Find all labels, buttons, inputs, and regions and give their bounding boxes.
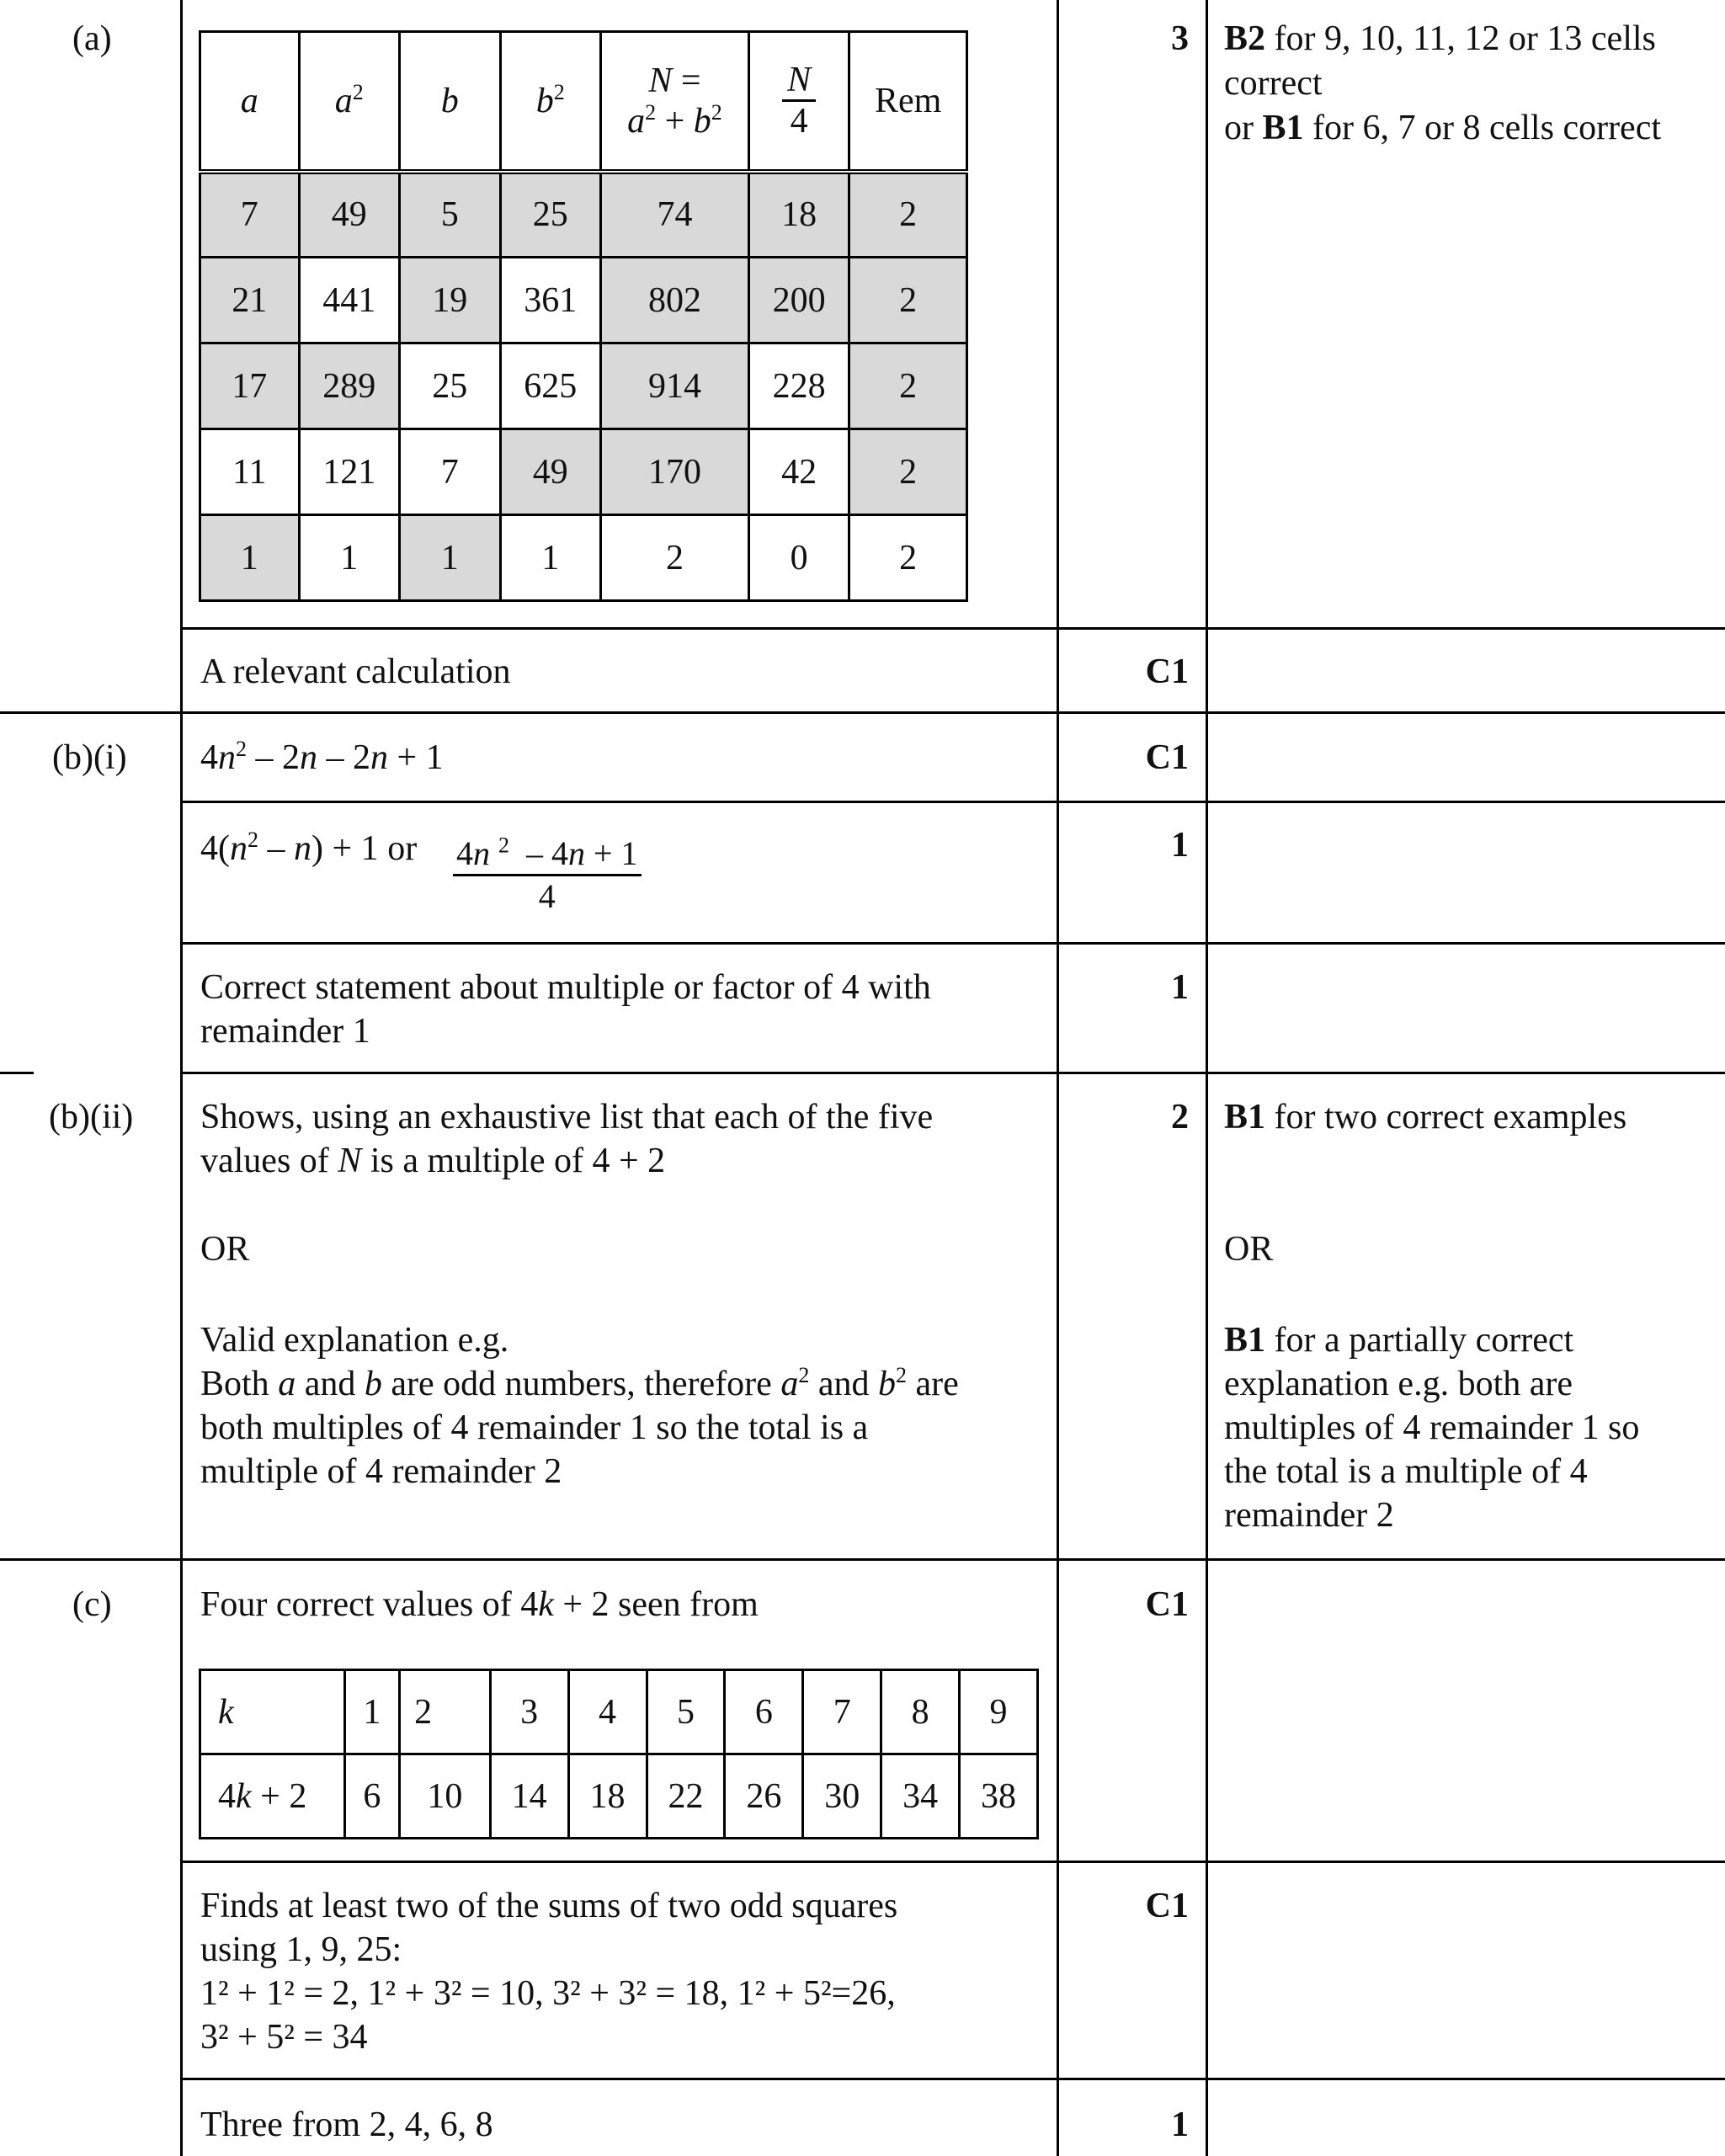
table-c-cell: 14 (490, 1754, 568, 1839)
table-c-cell: 6 (344, 1754, 399, 1839)
table-a-cell: 1 (200, 515, 300, 601)
table-a-cell: 2 (601, 515, 749, 601)
answer-c-values: Four correct values of 4k + 2 seen from (200, 1585, 759, 1624)
answer-c-sums: Finds at least two of the sums of two odd squares using 1, 9, 25: 1² + 1² = 2, 1² + 3² = 10, 3² + 3² = 18, 1² + 5²=26, 3² + 5² = 34 (200, 1887, 898, 2057)
grid-vline-1 (180, 0, 183, 2156)
mark-c-sums: C1 (1145, 1887, 1189, 1925)
guidance-bii-or: OR (1224, 1230, 1274, 1269)
table-a-cell: 2 (849, 429, 967, 515)
table-a-cell: 2 (849, 343, 967, 429)
answer-bi-factor: $4(n^2 - n) + 1$ or (200, 828, 418, 868)
grid-hline (180, 627, 1725, 630)
table-a-cell: 1 (500, 515, 601, 601)
table-c-cell: 22 (647, 1754, 725, 1839)
grid-hline (180, 1072, 1725, 1074)
table-a-header: $a^2$ (299, 32, 400, 172)
table-c-cell: 7 (803, 1670, 881, 1754)
grid-hline (180, 1861, 1725, 1863)
grid-hline (0, 711, 1725, 714)
table-a-cell: 42 (748, 429, 849, 515)
table-a-cell: 361 (500, 258, 601, 343)
answer-a-calculation: A relevant calculation (200, 652, 511, 691)
table-c-cell: 34 (881, 1754, 960, 1839)
table-a-cell: 802 (601, 258, 749, 343)
table-a-cell: 19 (400, 258, 501, 343)
table-c-cell: 10 (400, 1754, 491, 1839)
grid-hline (0, 1072, 34, 1074)
mark-bi-factor: 1 (1171, 826, 1189, 865)
grid-hline (180, 801, 1725, 803)
table-a-header: a (200, 32, 300, 172)
mark-a: 3 (1171, 19, 1189, 58)
table-c-cell: 6 (725, 1670, 803, 1754)
part-label-c: (c) (72, 1585, 112, 1624)
table-a-cell: 5 (400, 172, 501, 258)
table-a-header: Rem (849, 32, 967, 172)
table-a-cell: 228 (748, 343, 849, 429)
table-a-cell: 21 (200, 258, 300, 343)
grid-hline (180, 942, 1725, 945)
table-a-cell: 18 (748, 172, 849, 258)
table-c-cell: 8 (881, 1670, 960, 1754)
grid-vline-2 (1057, 0, 1059, 2156)
table-a-cell: 49 (299, 172, 400, 258)
table-a-cell: 914 (601, 343, 749, 429)
table-a-cell: 121 (299, 429, 400, 515)
table-c-cell: 5 (647, 1670, 725, 1754)
table-a-cell: 1 (299, 515, 400, 601)
table-c (199, 1669, 1039, 1839)
answer-bii-or: OR (200, 1230, 250, 1269)
answer-bi-statement: Correct statement about multiple or factor of 4 with remainder 1 (200, 968, 931, 1051)
table-c-cell: 3 (490, 1670, 568, 1754)
table-c-cell: 18 (568, 1754, 647, 1839)
answer-bii-explanation: Valid explanation e.g. Both a and b are odd numbers, therefore $a^2$ and $b^2$ are both multiples of 4 remainder 1 so the total is a multiple of 4 remainder 2 (200, 1321, 959, 1491)
grid-vline-3 (1206, 0, 1208, 2156)
table-a-header: b (400, 32, 501, 172)
mark-bi-statement: 1 (1171, 968, 1189, 1007)
guidance-a: B2 for 9, 10, 11, 12 or 13 cells correct or B1 for 6, 7 or 8 cells correct (1224, 19, 1662, 147)
table-a-cell: 441 (299, 258, 400, 343)
table-a (199, 30, 968, 602)
table-a-cell: 0 (748, 515, 849, 601)
table-a-cell: 7 (200, 172, 300, 258)
table-c-cell: 26 (725, 1754, 803, 1839)
table-c-label: 4k + 2 (200, 1754, 345, 1839)
table-a-cell: 200 (748, 258, 849, 343)
table-a-cell: 1 (400, 515, 501, 601)
table-c-cell: 2 (400, 1670, 491, 1754)
table-a-cell: 25 (500, 172, 601, 258)
table-a-cell: 289 (299, 343, 400, 429)
part-label-bii: (b)(ii) (49, 1098, 134, 1137)
mark-a-calculation: C1 (1145, 652, 1189, 691)
answer-bi-expansion: $4n^2 - 2n - 2n + 1$ (200, 737, 444, 777)
table-a-header: $\frac{N}{4}$ (748, 32, 849, 172)
mark-c-three: 1 (1171, 2105, 1189, 2144)
table-c-cell: 1 (344, 1670, 399, 1754)
mark-bii: 2 (1171, 1098, 1189, 1137)
table-a-cell: 7 (400, 429, 501, 515)
part-label-bi: (b)(i) (52, 738, 127, 777)
guidance-bii-partial: B1 for a partially correct explanation e.g. both are multiples of 4 remainder 1 so the total is a multiple of 4 remainder 2 (1224, 1321, 1640, 1535)
grid-hline (180, 2078, 1725, 2080)
table-a-cell: 11 (200, 429, 300, 515)
answer-bi-fraction: $\frac{4n ^2 - 4n + 1}{4}$ (453, 833, 642, 917)
grid-hline (0, 1558, 1725, 1561)
answer-bii-exhaustive: Shows, using an exhaustive list that each of the five values of N is a multiple of 4 + 2 (200, 1098, 934, 1180)
table-c-cell: 4 (568, 1670, 647, 1754)
table-a-cell: 2 (849, 172, 967, 258)
part-label-a: (a) (72, 19, 112, 58)
table-a-cell: 170 (601, 429, 749, 515)
guidance-bii-examples: B1 for two correct examples (1224, 1098, 1627, 1137)
table-a-cell: 2 (849, 258, 967, 343)
table-c-label: k (200, 1670, 345, 1754)
answer-c-three: Three from 2, 4, 6, 8 (200, 2105, 493, 2144)
table-c-cell: 9 (960, 1670, 1038, 1754)
mark-bi-expansion: C1 (1145, 738, 1189, 777)
table-a-cell: 49 (500, 429, 601, 515)
table-a-cell: 74 (601, 172, 749, 258)
table-a-cell: 625 (500, 343, 601, 429)
table-a-cell: 17 (200, 343, 300, 429)
table-a-header: $b^2$ (500, 32, 601, 172)
table-c-cell: 30 (803, 1754, 881, 1839)
mark-c-values: C1 (1145, 1585, 1189, 1624)
table-c-cell: 38 (960, 1754, 1038, 1839)
table-a-cell: 2 (849, 515, 967, 601)
table-a-header: N = $a^2 + b^2$ (601, 32, 749, 172)
table-a-cell: 25 (400, 343, 501, 429)
